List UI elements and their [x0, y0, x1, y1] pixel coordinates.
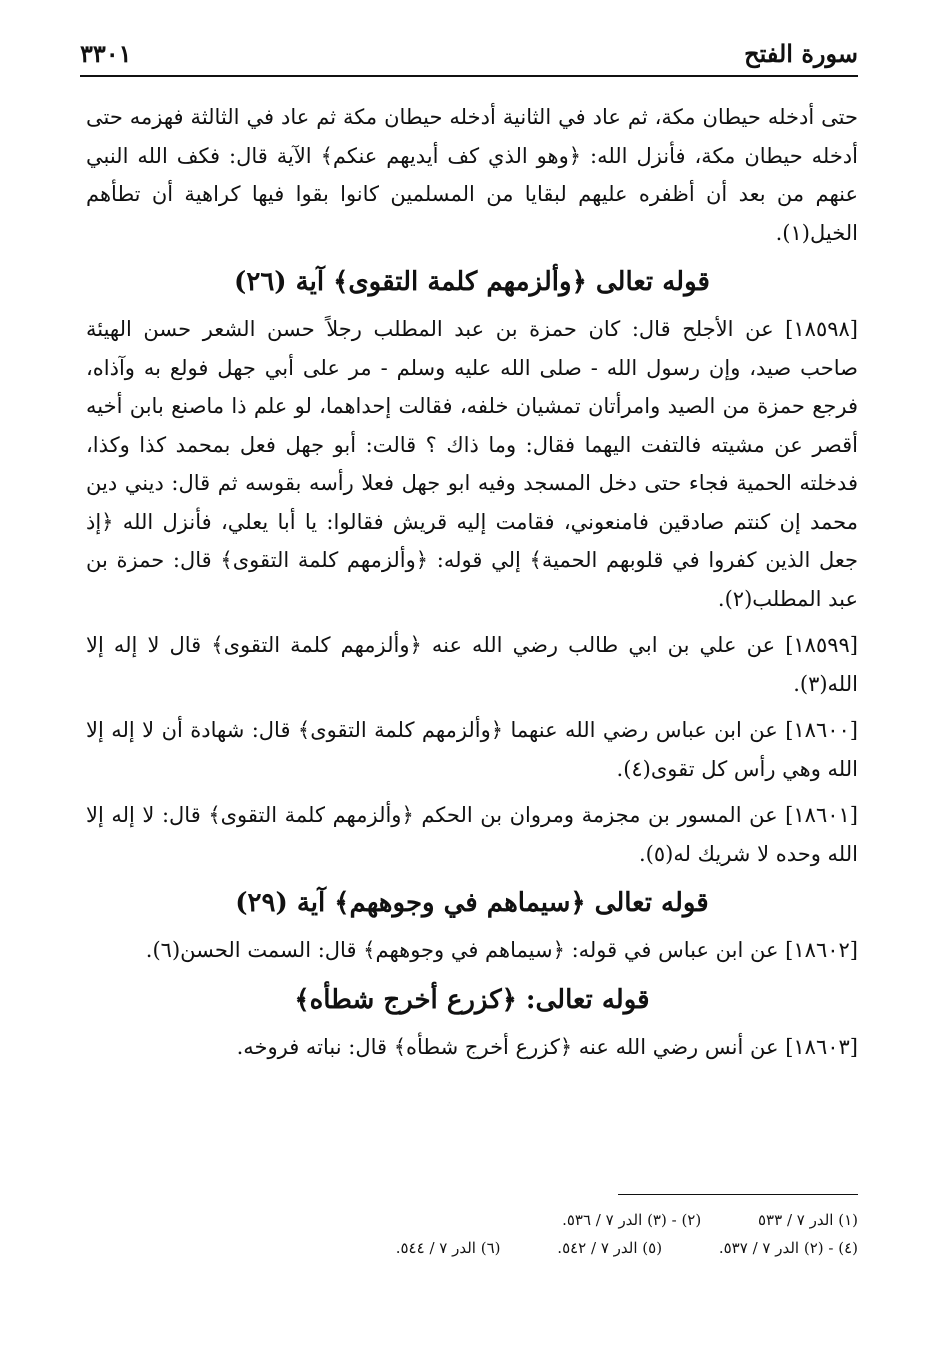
footnote-divider [618, 1194, 858, 1195]
hadith-paragraph: [١٨٥٩٨] عن الأجلح قال: كان حمزة بن عبد المطلب رجلاً حسن الشعر حسن الهيئة صاحب صيد، وإن رسول الله - صلى الله عليه وسلم - مر على أبي جهل فولع به وآذاه، فرجع حمزة من الصيد وامرأتان تمشيان خلفه، فقالت إحداهما، لو علم ذا ماصنع بابن أخيه أقصر عن مشيته فالتفت اليهما فقال: وما ذاك ؟ قالت: أبو جهل فعل بمحمد كذا وكذا، فدخلته الحمية فجاء حتى دخل المسجد وفيه ابو جهل فعلا رأسه بقوسه ثم قال: ديني دين محمد إن كنتم صادقين فامنعوني، فقامت إليه قريش فقالوا: يا أبا يعلي، فأنزل الله ﴿إذ جعل الذين كفروا في قلوبهم الحمية﴾ إلي قوله: ﴿وألزمهم كلمة التقوى﴾ قال: حمزة بن عبد المطلب(٢). [86, 317, 858, 611]
footnote-line [86, 1234, 858, 1262]
footnote: (٤) - (٢) الدر ٧ / ٥٣٧. [718, 1239, 858, 1257]
intro-paragraph: حتى أدخله حيطان مكة، ثم عاد في الثانية أدخله حيطان مكة ثم عاد في الثالثة فهزمه حتى أدخله حيطان مكة، فأنزل الله: ﴿وهو الذي كف أيديهم عنكم﴾ الآية قال: فكف الله النبي عنهم من بعد أن أظفره عليهم لبقايا من المسلمين كانوا بقوا فيها كراهية أن تطأهم الخيل(١). [86, 105, 858, 245]
hadith-paragraph: [١٨٦٠٠] عن ابن عباس رضي الله عنهما ﴿وألزمهم كلمة التقوى﴾ قال: شهادة أن لا إله إلا الله وهي رأس كل تقوى(٤). [86, 718, 858, 781]
footnote: (٦) الدر ٧ / ٥٤٤. [395, 1239, 501, 1257]
footnote-line [86, 1206, 858, 1234]
page-body [86, 98, 858, 1066]
section-heading: قوله تعالى: ﴿كزرع أخرج شطأه﴾ [294, 984, 650, 1015]
footnote: (١) الدر ٧ / ٥٣٣ [758, 1211, 858, 1229]
hadith-paragraph: [١٨٦٠١] عن المسور بن مجزمة ومروان بن الحكم ﴿وألزمهم كلمة التقوى﴾ قال: لا إله إلا الله وحده لا شريك له(٥). [86, 803, 858, 866]
footnotes [86, 1206, 858, 1262]
footnote: (٥) الدر ٧ / ٥٤٢. [557, 1239, 663, 1257]
hadith-paragraph: [١٨٦٠٣] عن أنس رضي الله عنه ﴿كزرع أخرج شطأه﴾ قال: نباته فروخه. [236, 1034, 858, 1059]
hadith-paragraph: [١٨٥٩٩] عن علي بن ابي طالب رضي الله عنه ﴿وألزمهم كلمة التقوى﴾ قال لا إله إلا الله(٣). [86, 633, 858, 696]
section-heading: قوله تعالى ﴿سيماهم في وجوههم﴾ آية (٢٩) [235, 888, 709, 918]
surah-title: سورة الفتح [744, 39, 858, 68]
footnote: (٢) - (٣) الدر ٧ / ٥٣٦. [562, 1211, 702, 1229]
hadith-paragraph: [١٨٦٠٢] عن ابن عباس في قوله: ﴿سيماهم في وجوههم﴾ قال: السمت الحسن(٦). [145, 938, 858, 962]
page-header [80, 35, 858, 77]
section-heading: قوله تعالى ﴿وألزمهم كلمة التقوى﴾ آية (٢٦) [234, 267, 710, 297]
page-number: ٣٣٠١ [80, 39, 132, 68]
